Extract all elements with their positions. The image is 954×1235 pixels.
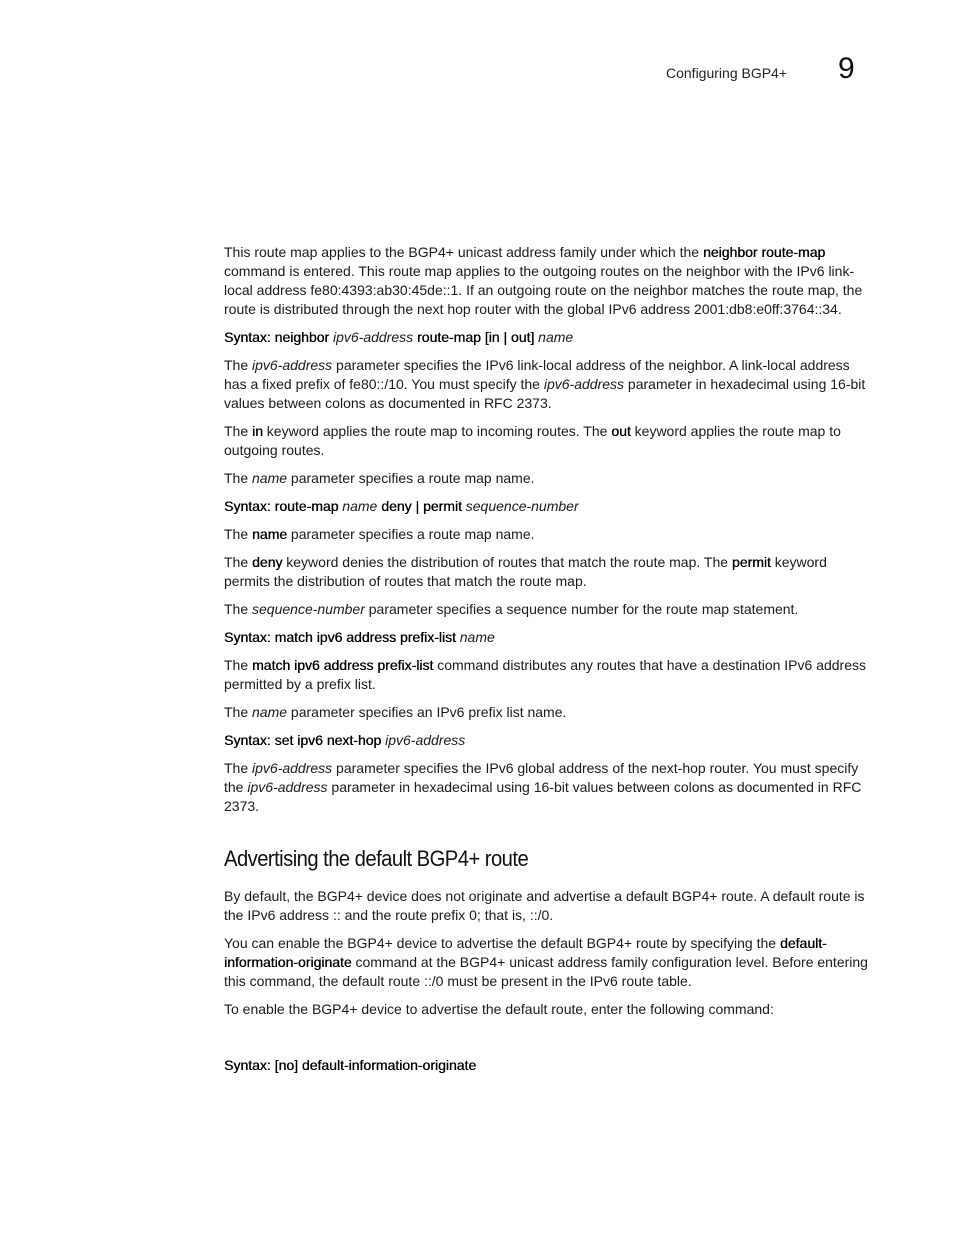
text-run: parameter specifies a route map name. — [287, 470, 535, 486]
running-header-title: Configuring BGP4+ — [666, 65, 788, 81]
spacer — [224, 1028, 872, 1056]
syntax-parameter: ipv6-address — [385, 732, 466, 748]
parameter-name: ipv6-address — [252, 357, 333, 373]
syntax-parameter: sequence-number — [465, 498, 579, 514]
parameter-name: ipv6-address — [247, 779, 328, 795]
command-keyword: permit — [731, 554, 771, 570]
text-run: The — [224, 657, 253, 673]
paragraph-default-route-intro — [224, 887, 872, 925]
text-run: parameter specifies an IPv6 prefix list name. — [287, 704, 567, 720]
parameter-name: ipv6-address — [543, 376, 625, 392]
text-run: The — [224, 470, 253, 486]
syntax-set-next-hop — [224, 731, 872, 750]
paragraph-name-keyword — [224, 525, 872, 544]
text-run: parameter specifies a sequence number for the route map statement. — [364, 601, 799, 617]
syntax-keyword: Syntax: route-map — [224, 498, 343, 514]
text-run: parameter specifies a route map name. — [287, 526, 535, 542]
syntax-route-map — [224, 497, 872, 516]
text-run: The — [224, 760, 253, 776]
command-keyword: neighbor route-map — [702, 244, 826, 260]
command-keyword: in — [252, 423, 263, 439]
text-run: keyword permits the distribution of routes that match the route map. — [224, 554, 827, 589]
paragraph-ipv6-address-param — [224, 356, 872, 413]
parameter-name: sequence-number — [252, 601, 365, 617]
text-run: The — [224, 423, 253, 439]
paragraph-route-map-intro — [224, 243, 872, 319]
parameter-name: name — [252, 704, 288, 720]
syntax-keyword: Syntax: neighbor — [224, 329, 333, 345]
chapter-number: 9 — [838, 52, 855, 85]
command-keyword: deny — [252, 554, 283, 570]
paragraph-match-command — [224, 656, 872, 694]
paragraph-sequence-number — [224, 600, 872, 619]
text-run: command distributes any routes that have a destination IPv6 address permitted by a prefix list. — [224, 657, 866, 692]
syntax-keyword: Syntax: match ipv6 address prefix-list — [224, 629, 460, 645]
text-run: parameter in hexadecimal using 16-bit values between colons as documented in RFC 2373. — [224, 376, 866, 411]
text-run: The — [224, 554, 253, 570]
paragraph-in-out-keywords — [224, 422, 872, 460]
command-keyword: default-information-originate — [224, 935, 827, 970]
paragraph-name-param — [224, 469, 872, 488]
paragraph-enable-default-route — [224, 934, 872, 991]
syntax-parameter: ipv6-address — [332, 329, 414, 345]
command-keyword: match ipv6 address prefix-list — [252, 657, 434, 673]
text-run: The — [224, 357, 253, 373]
text-run: The — [224, 526, 253, 542]
text-run: By default, the BGP4+ device does not originate and advertise a default BGP4+ route. A default route is the IPv6 address :: and the route prefix 0; that is, ::/0. — [224, 888, 865, 923]
paragraph-next-hop-address — [224, 759, 872, 816]
text-run: keyword applies the route map to outgoing routes. — [224, 423, 841, 458]
paragraph-enter-command — [224, 1000, 872, 1019]
text-run: keyword applies the route map to incoming routes. The — [262, 423, 612, 439]
syntax-neighbor-route-map — [224, 328, 872, 347]
syntax-parameter: name — [459, 629, 495, 645]
text-run: command is entered. This route map applies to the outgoing routes on the neighbor with the IPv6 link-local address fe80:4393:ab30:45de::1. If an outgoing route on the neighbor matches the route map, the route is distributed through the next hop router with the global IPv6 address 2001:db8:e0ff:3764::34. — [224, 263, 863, 317]
syntax-parameter: name — [342, 498, 378, 514]
text-run: parameter specifies the IPv6 global address of the next-hop router. You must specify the — [224, 760, 859, 795]
syntax-parameter: name — [534, 329, 574, 345]
text-run: This route map applies to the BGP4+ unicast address family under which the — [224, 244, 703, 260]
syntax-match-prefix-list — [224, 628, 872, 647]
text-run: parameter specifies the IPv6 link-local address of the neighbor. A link-local address has a fixed prefix of fe80::/10. You must specify the — [224, 357, 850, 392]
parameter-name: ipv6-address — [252, 760, 333, 776]
text-run: keyword denies the distribution of routes that match the route map. The — [282, 554, 732, 570]
section-heading: Advertising the default BGP4+ route — [224, 846, 529, 871]
page-body — [224, 243, 872, 1084]
syntax-keyword: Syntax: set ipv6 next-hop — [224, 732, 386, 748]
text-run: command at the BGP4+ unicast address family configuration level. Before entering this command, the default route ::/0 must be present in the IPv6 route table. — [224, 954, 868, 989]
syntax-keyword: deny | permit — [377, 498, 466, 514]
text-run: To enable the BGP4+ device to advertise the default route, enter the following command: — [224, 1001, 774, 1017]
command-keyword: name — [252, 526, 288, 542]
text-run: parameter in hexadecimal using 16-bit values between colons as documented in RFC 2373. — [224, 779, 862, 814]
paragraph-prefix-list-name — [224, 703, 872, 722]
parameter-name: name — [252, 470, 288, 486]
syntax-default-information-originate — [224, 1056, 872, 1075]
text-run: The — [224, 601, 253, 617]
command-keyword: out — [611, 423, 631, 439]
paragraph-deny-permit — [224, 553, 872, 591]
text-run: You can enable the BGP4+ device to advertise the default BGP4+ route by specifying the — [224, 935, 780, 951]
syntax-keyword: Syntax: [no] default-information-originate — [224, 1057, 477, 1073]
text-run: The — [224, 704, 253, 720]
syntax-keyword: route-map [in | out] — [413, 329, 535, 345]
